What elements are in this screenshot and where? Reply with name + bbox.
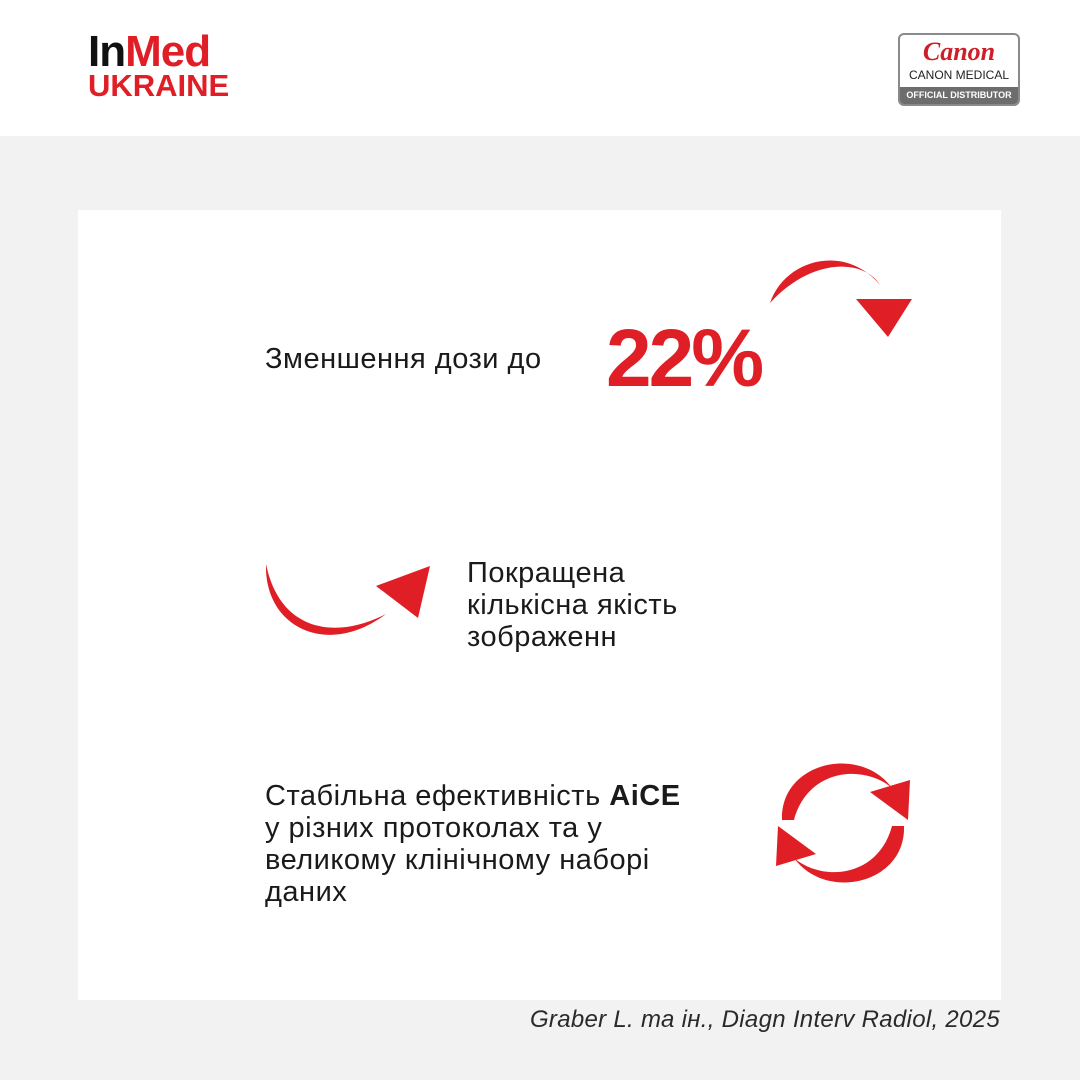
image-quality-line-2: кількісна якість: [467, 589, 678, 621]
aice-line-1-text: Стабільна ефективність: [265, 780, 610, 812]
image-quality-text: [467, 557, 678, 653]
image-quality-line-1: Покращена: [467, 557, 626, 589]
dose-reduction-text: Зменшення дози до: [265, 343, 542, 375]
aice-bold: AiCE: [609, 780, 681, 812]
official-distributor-label: OFFICIAL DISTRIBUTOR: [900, 87, 1018, 104]
curved-arrow-down-icon: [760, 245, 920, 345]
citation: Graber L. та ін., Diagn Interv Radiol, 2025: [529, 1006, 1000, 1033]
canon-brand: Canon: [922, 37, 996, 66]
header: [0, 0, 1080, 136]
aice-line-1: [265, 780, 681, 812]
curved-arrow-up-icon: [258, 558, 438, 658]
dose-reduction-percent: 22%: [606, 313, 762, 404]
aice-line-4: даних: [265, 876, 348, 908]
logo-med: Med: [125, 27, 211, 76]
canon-distributor-badge: [898, 33, 1020, 106]
aice-line-3: великому клінічному наборі: [265, 844, 650, 876]
inmed-ukraine-logo: [88, 27, 230, 103]
image-quality-line-3: зображенн: [467, 621, 618, 653]
aice-line-2: у різних протоколах та у: [265, 812, 603, 844]
refresh-cycle-icon: [768, 748, 918, 898]
canon-medical-label: CANON MEDICAL: [908, 68, 1009, 82]
logo-in: In: [88, 27, 126, 76]
logo-ukraine: UKRAINE: [88, 68, 230, 103]
aice-stability-text: [265, 780, 681, 908]
